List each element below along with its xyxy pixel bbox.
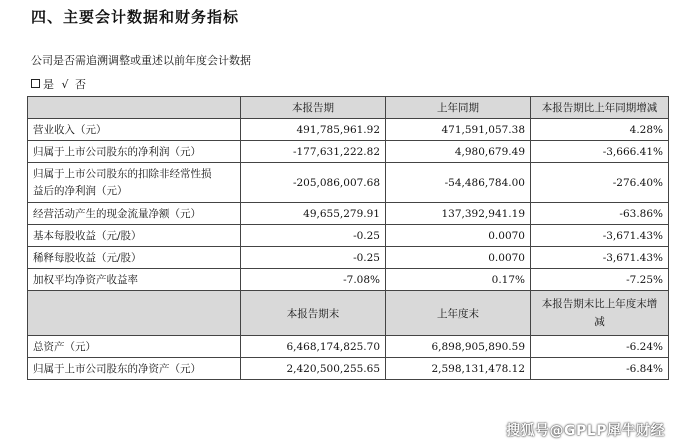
table-row: [28, 336, 669, 358]
cell-change: -3,671.43%: [531, 247, 669, 269]
cell-current: 2,420,500,255.65: [241, 358, 386, 380]
cell-prior: 471,591,057.38: [386, 119, 531, 141]
cell-prior: 4,980,679.49: [386, 141, 531, 163]
row-label: 稀释每股收益（元/股）: [28, 247, 241, 269]
cell-change: -3,666.41%: [531, 141, 669, 163]
row-label-line-1: 归属于上市公司股东的扣除非经常性损: [33, 167, 212, 180]
restatement-question: 公司是否需追溯调整或重述以前年度会计数据: [31, 54, 251, 67]
check-mark: √: [61, 78, 69, 91]
table-header-row: [28, 97, 669, 119]
cell-prior: 6,898,905,890.59: [386, 336, 531, 358]
cell-current: -0.25: [241, 225, 386, 247]
cell-current: 491,785,961.92: [241, 119, 386, 141]
row-label: 基本每股收益（元/股）: [28, 225, 241, 247]
cell-prior: 2,598,131,478.12: [386, 358, 531, 380]
header2-cell-change: [531, 291, 669, 336]
cell-prior: 0.0070: [386, 225, 531, 247]
table-row: [28, 141, 669, 163]
financial-data-table: [27, 96, 669, 380]
cell-prior: 137,392,941.19: [386, 203, 531, 225]
table-row: [28, 163, 669, 203]
cell-change: -3,671.43%: [531, 225, 669, 247]
cell-change: 4.28%: [531, 119, 669, 141]
table-row: [28, 119, 669, 141]
cell-prior: 0.0070: [386, 247, 531, 269]
cell-current: 6,468,174,825.70: [241, 336, 386, 358]
answer-no-label: 否: [75, 78, 87, 91]
cell-prior: 0.17%: [386, 269, 531, 291]
watermark: 搜狐号@GPLP犀牛财经: [506, 423, 665, 439]
cell-current: -205,086,007.68: [241, 163, 386, 203]
header2-change-line-1: 本报告期末比上年度末增: [541, 298, 658, 310]
header-cell-change: 本报告期比上年同期增减: [531, 97, 669, 119]
restatement-answer: [31, 76, 86, 92]
header2-cell-prior: 上年度末: [386, 291, 531, 336]
header2-cell-empty: [28, 291, 241, 336]
table-row: [28, 225, 669, 247]
cell-change: -6.24%: [531, 336, 669, 358]
table-row: [28, 247, 669, 269]
header-cell-prior: 上年同期: [386, 97, 531, 119]
table-row: [28, 269, 669, 291]
cell-change: -7.25%: [531, 269, 669, 291]
header2-cell-current: 本报告期末: [241, 291, 386, 336]
row-label-line-2: 益后的净利润（元）: [33, 184, 128, 197]
section-heading: 四、主要会计数据和财务指标: [31, 8, 240, 26]
cell-current: -177,631,222.82: [241, 141, 386, 163]
cell-change: -6.84%: [531, 358, 669, 380]
row-label: 经营活动产生的现金流量净额（元）: [28, 203, 241, 225]
checkbox-icon: [31, 79, 40, 88]
cell-prior: -54,486,784.00: [386, 163, 531, 203]
row-label: 总资产（元）: [28, 336, 241, 358]
cell-current: 49,655,279.91: [241, 203, 386, 225]
row-label: [28, 163, 241, 203]
cell-change: -276.40%: [531, 163, 669, 203]
cell-current: -0.25: [241, 247, 386, 269]
table-row: [28, 358, 669, 380]
header-cell-empty: [28, 97, 241, 119]
row-label: 归属于上市公司股东的净资产（元）: [28, 358, 241, 380]
answer-yes-label: 是: [43, 78, 54, 91]
cell-change: -63.86%: [531, 203, 669, 225]
table-header-row-2: [28, 291, 669, 336]
header2-change-line-2: 减: [594, 316, 605, 328]
row-label: 加权平均净资产收益率: [28, 269, 241, 291]
cell-current: -7.08%: [241, 269, 386, 291]
row-label: 归属于上市公司股东的净利润（元）: [28, 141, 241, 163]
row-label: 营业收入（元）: [28, 119, 241, 141]
header-cell-current: 本报告期: [241, 97, 386, 119]
table-row: [28, 203, 669, 225]
